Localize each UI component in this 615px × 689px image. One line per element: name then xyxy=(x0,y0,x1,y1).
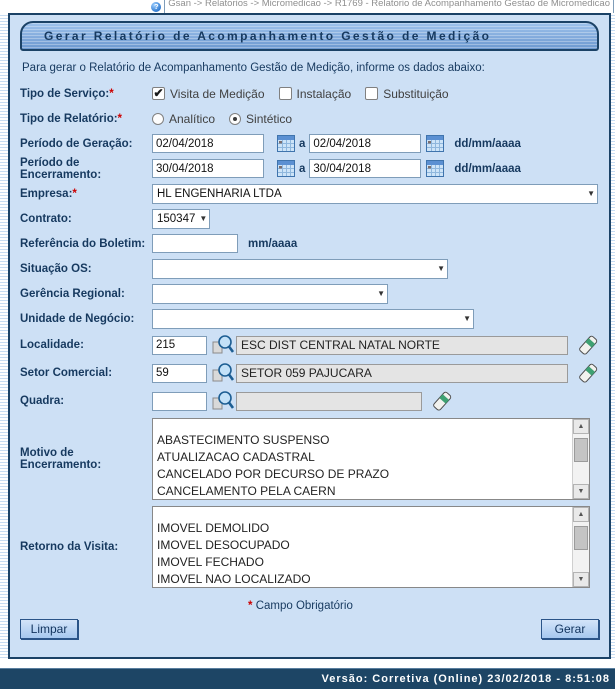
right-striped-border xyxy=(611,13,615,659)
scrollbar[interactable] xyxy=(572,419,589,499)
scroll-up-icon[interactable]: ▲ xyxy=(573,507,589,522)
list-item[interactable]: IMOVEL DESOCUPADO xyxy=(157,538,290,552)
list-item[interactable]: IMOVEL DEMOLIDO xyxy=(157,521,270,535)
scrollbar-thumb[interactable] xyxy=(574,526,588,550)
breadcrumb-text: Gsan -> Relatorios -> Micromedicao -> R1769 - Relatorio de Acompanhamento Gestao de Micromedicao xyxy=(164,0,614,16)
date-format-hint: dd/mm/aaaa xyxy=(454,137,521,150)
field-label: Setor Comercial: xyxy=(20,367,113,379)
setor-comercial-description: SETOR 059 PAJUCARA xyxy=(236,364,568,383)
periodo-geracao-from-input[interactable] xyxy=(152,134,264,153)
gerencia-regional-select[interactable] xyxy=(152,284,388,304)
periodo-geracao-to-input[interactable] xyxy=(309,134,421,153)
calendar-icon[interactable] xyxy=(426,160,444,177)
scroll-down-icon[interactable]: ▼ xyxy=(573,572,589,587)
field-label: Período de Encerramento: xyxy=(20,156,102,181)
row-tipo-relatorio xyxy=(20,106,599,131)
periodo-encerramento-from-input[interactable] xyxy=(152,159,264,178)
checkbox-visita-de-medicao[interactable] xyxy=(152,87,165,100)
required-note xyxy=(248,600,599,612)
radio-analitico[interactable] xyxy=(152,113,164,125)
eraser-icon[interactable] xyxy=(577,334,599,356)
quadra-code-input[interactable] xyxy=(152,392,207,411)
chevron-down-icon: ▼ xyxy=(377,289,385,298)
page-title-bar xyxy=(20,21,599,51)
referencia-boletim-input[interactable] xyxy=(152,234,238,253)
row-periodo-geracao xyxy=(20,131,599,156)
breadcrumb xyxy=(0,0,615,13)
row-motivo-encerramento xyxy=(20,415,599,503)
field-label: Localidade: xyxy=(20,339,84,351)
scroll-up-icon[interactable]: ▲ xyxy=(573,419,589,434)
instruction-text: Para gerar o Relatório de Acompanhamento Gestão de Medição, informe os dados abaixo: xyxy=(22,62,485,74)
checkmark-icon: ✔ xyxy=(153,86,164,100)
row-setor-comercial xyxy=(20,359,599,387)
calendar-icon[interactable] xyxy=(426,135,444,152)
checkbox-label: Instalação xyxy=(296,86,352,101)
row-empresa xyxy=(20,181,599,206)
field-label: Referência do Boletim: xyxy=(20,237,146,250)
field-label: Quadra: xyxy=(20,395,65,407)
row-localidade xyxy=(20,331,599,359)
required-marker: * xyxy=(248,600,253,612)
row-referencia-boletim xyxy=(20,231,599,256)
left-striped-border xyxy=(0,13,8,659)
unidade-negocio-select[interactable] xyxy=(152,309,474,329)
field-label: Motivo de Encerramento: xyxy=(20,447,102,471)
list-item[interactable]: CANCELADO POR DECURSO DE PRAZO xyxy=(157,467,390,481)
contrato-selected-value: 150347 xyxy=(157,212,196,225)
field-label: Empresa: xyxy=(20,187,73,200)
required-note-text: Campo Obrigatório xyxy=(255,600,353,612)
eraser-icon[interactable] xyxy=(577,362,599,384)
search-icon[interactable] xyxy=(212,334,234,356)
gerar-button[interactable]: Gerar xyxy=(541,619,599,639)
field-label: Período de Geração: xyxy=(20,137,133,150)
row-tipo-servico xyxy=(20,81,599,106)
row-contrato xyxy=(20,206,599,231)
row-unidade-negocio xyxy=(20,306,599,331)
date-range-separator: a xyxy=(299,162,306,175)
field-label: Situação OS: xyxy=(20,262,92,275)
checkbox-label: Substituição xyxy=(383,86,449,101)
date-range-separator: a xyxy=(299,137,306,150)
search-icon[interactable] xyxy=(212,390,234,412)
chevron-down-icon: ▼ xyxy=(199,214,208,223)
list-item[interactable]: IMOVEL FECHADO xyxy=(157,555,264,569)
row-quadra xyxy=(20,387,599,415)
date-format-hint: dd/mm/aaaa xyxy=(454,162,521,175)
chevron-down-icon: ▼ xyxy=(587,189,595,198)
list-item[interactable]: ABASTECIMENTO SUSPENSO xyxy=(157,433,330,447)
calendar-icon[interactable] xyxy=(277,135,295,152)
setor-comercial-code-input[interactable] xyxy=(152,364,207,383)
page-title: Gerar Relatório de Acompanhamento Gestão de Medição xyxy=(44,29,492,43)
contrato-select[interactable] xyxy=(152,209,210,229)
empresa-selected-value: HL ENGENHARIA LTDA xyxy=(157,187,282,200)
periodo-encerramento-to-input[interactable] xyxy=(309,159,421,178)
localidade-description: ESC DIST CENTRAL NATAL NORTE xyxy=(236,336,568,355)
required-marker: * xyxy=(117,112,123,125)
empresa-select[interactable] xyxy=(152,184,598,204)
radio-sintetico[interactable] xyxy=(229,113,241,125)
row-situacao-os xyxy=(20,256,599,281)
field-label: Tipo de Relatório: xyxy=(20,112,118,125)
month-format-hint: mm/aaaa xyxy=(248,237,298,250)
situacao-os-select[interactable] xyxy=(152,259,448,279)
search-icon[interactable] xyxy=(212,362,234,384)
row-periodo-encerramento xyxy=(20,156,599,181)
required-marker: * xyxy=(72,187,77,200)
required-marker: * xyxy=(109,87,114,100)
field-label: Tipo de Serviço: xyxy=(20,87,110,100)
limpar-button[interactable]: Limpar xyxy=(20,619,78,639)
footer-version-bar xyxy=(0,668,615,689)
checkbox-substituicao[interactable] xyxy=(365,87,378,100)
list-item[interactable]: ATUALIZACAO CADASTRAL xyxy=(157,450,315,464)
scroll-down-icon[interactable]: ▼ xyxy=(573,484,589,499)
radio-label: Sintético xyxy=(246,111,293,126)
calendar-icon[interactable] xyxy=(277,160,295,177)
radio-label: Analítico xyxy=(169,111,216,126)
retorno-visita-listbox[interactable] xyxy=(152,506,590,588)
chevron-down-icon: ▼ xyxy=(463,314,471,323)
checkbox-label: Visita de Medição xyxy=(170,86,265,101)
eraser-icon[interactable] xyxy=(431,390,453,412)
scrollbar[interactable] xyxy=(572,507,589,587)
field-label: Retorno da Visita: xyxy=(20,541,119,553)
version-text: Versão: Corretiva (Online) 23/02/2018 - 8:51:08 xyxy=(321,673,610,685)
field-label: Gerência Regional: xyxy=(20,287,125,300)
motivo-encerramento-listbox[interactable] xyxy=(152,418,590,500)
scrollbar-thumb[interactable] xyxy=(574,438,588,462)
form-frame xyxy=(8,13,611,659)
row-gerencia-regional xyxy=(20,281,599,306)
row-retorno-visita xyxy=(20,503,599,591)
field-label: Contrato: xyxy=(20,212,72,225)
list-item[interactable]: IMOVEL NAO LOCALIZADO xyxy=(157,572,311,586)
chevron-down-icon: ▼ xyxy=(437,264,445,273)
help-icon[interactable]: ? xyxy=(151,2,161,12)
button-row xyxy=(20,619,599,639)
quadra-description xyxy=(236,392,422,411)
list-item[interactable]: CANCELAMENTO PELA CAERN xyxy=(157,484,336,498)
field-label: Unidade de Negócio: xyxy=(20,312,135,325)
checkbox-instalacao[interactable] xyxy=(279,87,292,100)
localidade-code-input[interactable] xyxy=(152,336,207,355)
